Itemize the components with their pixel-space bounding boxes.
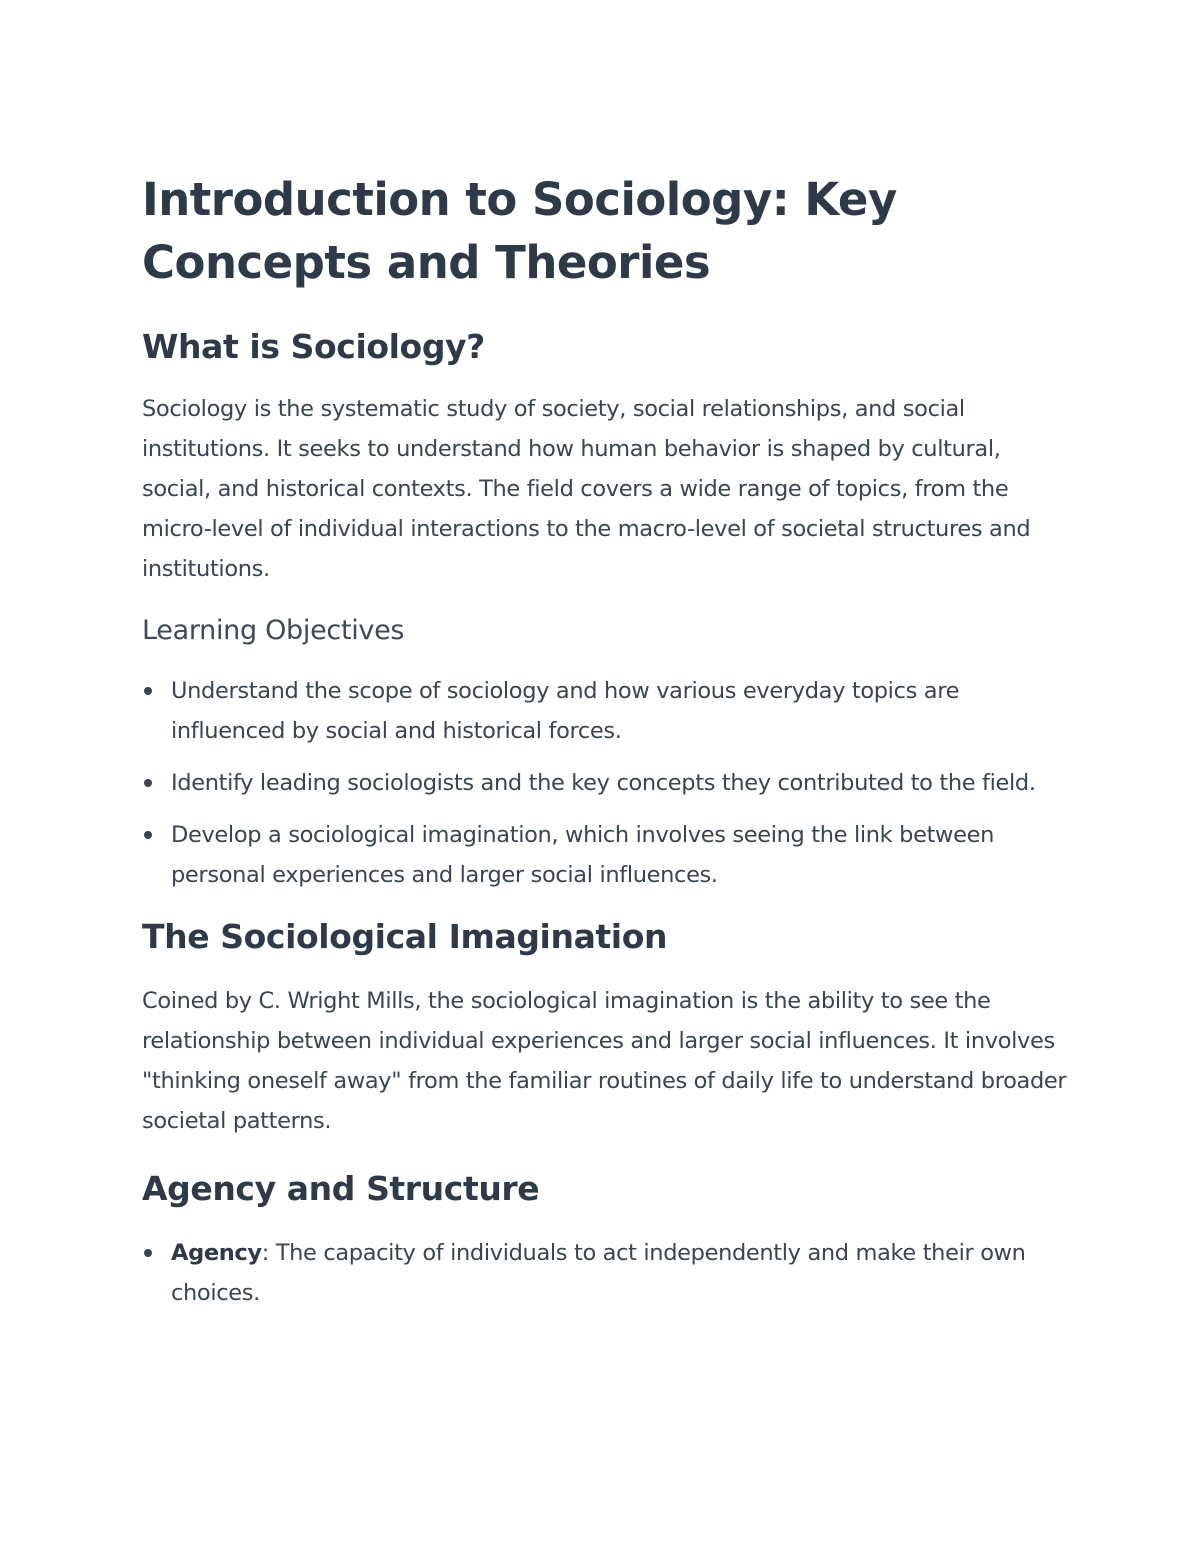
list-item: Develop a sociological imagination, which involves seeing the link between personal experiences and larger social influences. bbox=[142, 815, 1072, 895]
section-heading-what-is-sociology: What is Sociology? bbox=[142, 327, 485, 366]
agency-structure-list bbox=[142, 1233, 1072, 1313]
list-item bbox=[142, 1233, 1072, 1313]
document-page bbox=[142, 168, 1072, 1313]
list-item: Identify leading sociologists and the key concepts they contributed to the field. bbox=[142, 763, 1072, 803]
section-heading-agency-and-structure: Agency and Structure bbox=[142, 1169, 540, 1208]
definition-agency: : The capacity of individuals to act independently and make their own choices. bbox=[171, 1240, 1026, 1306]
paragraph-what-is-sociology: Sociology is the systematic study of society, social relationships, and social institutions. It seeks to understand how human behavior is shaped by cultural, social, and historical contexts. The field covers a wide range of topics, from the micro-level of individual interactions to the macro-level of societal structures and institutions. bbox=[142, 396, 1031, 582]
section-heading-sociological-imagination: The Sociological Imagination bbox=[142, 917, 668, 956]
page-title: Introduction to Sociology: Key Concepts and Theories bbox=[142, 173, 897, 289]
list-item: Understand the scope of sociology and how various everyday topics are influenced by social and historical forces. bbox=[142, 671, 1072, 751]
paragraph-sociological-imagination: Coined by C. Wright Mills, the sociological imagination is the ability to see the relationship between individual experiences and larger social influences. It involves "thinking oneself away" from the familiar routines of daily life to understand broader societal patterns. bbox=[142, 988, 1067, 1134]
learning-objectives-list bbox=[142, 671, 1072, 895]
subheading-learning-objectives: Learning Objectives bbox=[142, 615, 405, 646]
term-agency: Agency bbox=[171, 1240, 262, 1266]
